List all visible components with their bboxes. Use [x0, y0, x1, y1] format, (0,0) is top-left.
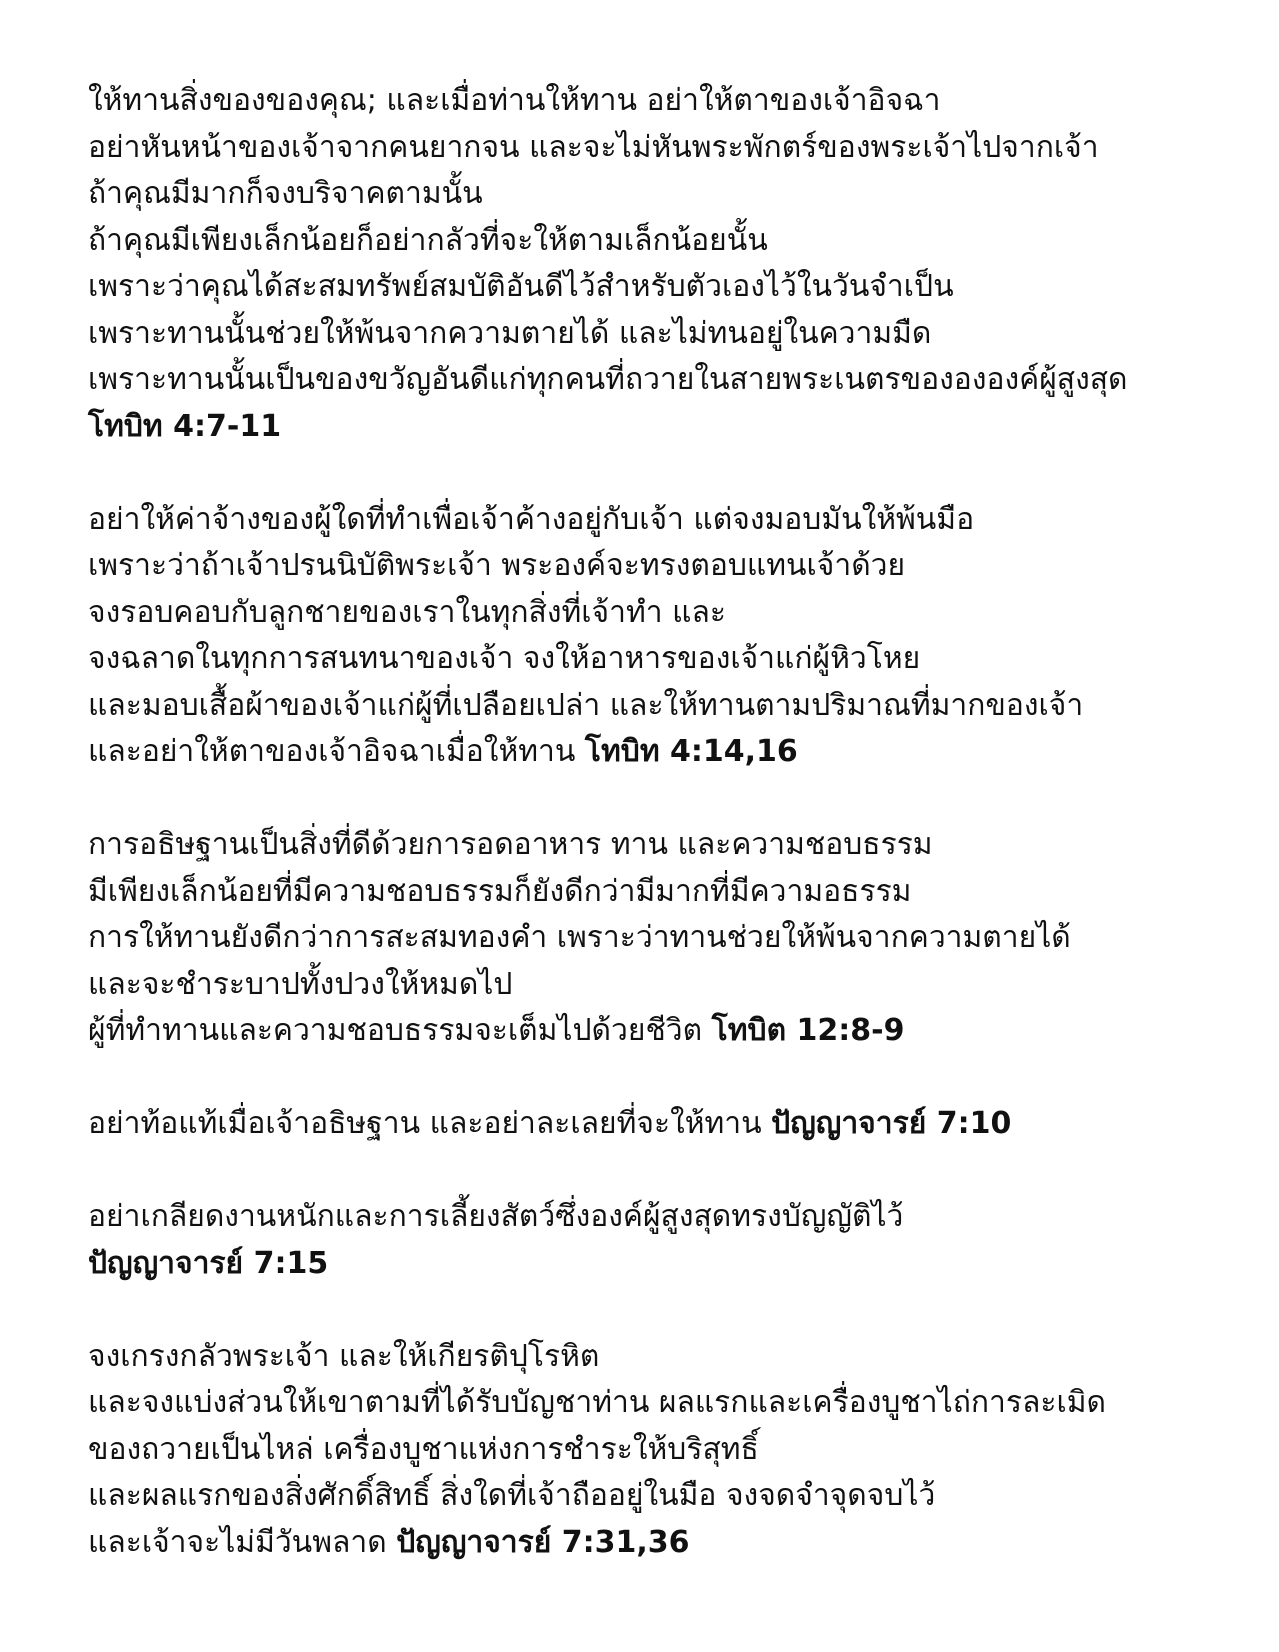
paragraph-gap [88, 776, 1248, 823]
text-line: เพราะว่าคุณได้สะสมทรัพย์สมบัติอันดีไว้สำหรับตัวเองไว้ในวันจำเป็น [88, 269, 954, 304]
text-line: การให้ทานยังดีกว่าการสะสมทองคำ เพราะว่าทานช่วยให้พ้นจากความตายได้ [88, 920, 1071, 955]
scripture-reference: โทบิต 12:8-9 [711, 1013, 905, 1048]
passage-tobit-4-14-16 [88, 497, 1248, 776]
document-body [88, 78, 1248, 1566]
paragraph-gap [88, 1055, 1248, 1102]
text-line: และมอบเสื้อผ้าของเจ้าแก่ผู้ที่เปลือยเปล่า และให้ทานตามปริมาณที่มากของเจ้า [88, 687, 1084, 723]
line-text: และเจ้าจะไม่มีวันพลาด [88, 1524, 397, 1560]
passage-ecclesiastes-7-10 [88, 1101, 1248, 1148]
text-line: มีเพียงเล็กน้อยที่มีความชอบธรรมก็ยังดีกว่ามีมากที่มีความอธรรม [88, 873, 912, 909]
scripture-reference: โทบิท 4:14,16 [584, 734, 798, 769]
text-line: และจงแบ่งส่วนให้เขาตามที่ได้รับบัญชาท่าน ผลแรกและเครื่องบูชาไถ่การละเมิด [88, 1385, 1107, 1420]
text-line: ของถวายเป็นไหล่ เครื่องบูชาแห่งการชำระให้บริสุทธิ์ [88, 1431, 759, 1467]
passage-ecclesiastes-7-15 [88, 1194, 1248, 1287]
text-line: จงเกรงกลัวพระเจ้า และให้เกียรติปุโรหิต [88, 1338, 600, 1374]
text-line: เพราะทานนั้นช่วยให้พ้นจากความตายได้ และไม่ทนอยู่ในความมืด [88, 315, 932, 351]
text-line: เพราะทานนั้นเป็นของขวัญอันดีแก่ทุกคนที่ถวายในสายพระเนตรของององค์ผู้สูงสุด [88, 362, 1128, 397]
text-line: ถ้าคุณมีเพียงเล็กน้อยก็อย่ากลัวที่จะให้ตามเล็กน้อยนั้น [88, 222, 768, 258]
text-line [88, 404, 1248, 451]
text-line: และผลแรกของสิ่งศักดิ์สิทธิ์ สิ่งใดที่เจ้าถืออยู่ในมือ จงจดจำจุดจบไว้ [88, 1478, 936, 1513]
line-text: ผู้ที่ทำทานและความชอบธรรมจะเต็มไปด้วยชีวิต [88, 1013, 712, 1048]
paragraph-gap [88, 450, 1248, 497]
text-line: จงรอบคอบกับลูกชายของเราในทุกสิ่งที่เจ้าทำ และ [88, 594, 726, 630]
scripture-reference: ปัญญาจารย์ 7:31,36 [396, 1524, 690, 1560]
text-line: อย่าให้ค่าจ้างของผู้ใดที่ทำเพื่อเจ้าค้างอยู่กับเจ้า แต่จงมอบมันให้พ้นมือ [88, 501, 975, 537]
text-line: ให้ทานสิ่งของของคุณ; และเมื่อท่านให้ทาน อย่าให้ตาของเจ้าอิจฉา [88, 83, 941, 118]
passage-tobit-4-7-11 [88, 78, 1248, 450]
text-line [88, 729, 1248, 776]
text-line: อย่าเกลียดงานหนักและการเลี้ยงสัตว์ซึ่งองค์ผู้สูงสุดทรงบัญญัติไว้ [88, 1199, 904, 1234]
text-line [88, 1101, 1248, 1148]
text-line: ถ้าคุณมีมากก็จงบริจาคตามนั้น [88, 176, 483, 211]
scripture-reference: ปัญญาจารย์ 7:10 [771, 1106, 1012, 1141]
passage-tobit-12-8-9 [88, 822, 1248, 1055]
paragraph-gap [88, 1148, 1248, 1195]
line-text: และอย่าให้ตาของเจ้าอิจฉาเมื่อให้ทาน [88, 734, 585, 769]
scripture-reference: โทบิท 4:7-11 [88, 408, 282, 444]
scripture-reference: ปัญญาจารย์ 7:15 [88, 1245, 329, 1281]
text-line [88, 1241, 1248, 1288]
text-line: และจะชำระบาปทั้งปวงให้หมดไป [88, 966, 513, 1002]
text-line: เพราะว่าถ้าเจ้าปรนนิบัติพระเจ้า พระองค์จะทรงตอบแทนเจ้าด้วย [88, 548, 906, 583]
text-line: อย่าหันหน้าของเจ้าจากคนยากจน และจะไม่หันพระพักตร์ของพระเจ้าไปจากเจ้า [88, 129, 1099, 165]
paragraph-gap [88, 1287, 1248, 1334]
text-line: จงฉลาดในทุกการสนทนาของเจ้า จงให้อาหารของเจ้าแก่ผู้หิวโหย [88, 641, 921, 676]
text-line [88, 1520, 1248, 1567]
text-line [88, 1008, 1248, 1055]
line-text: อย่าท้อแท้เมื่อเจ้าอธิษฐาน และอย่าละเลยที่จะให้ทาน [88, 1106, 772, 1141]
text-line: การอธิษฐานเป็นสิ่งที่ดีด้วยการอดอาหาร ทาน และความชอบธรรม [88, 827, 933, 862]
passage-ecclesiastes-7-31-36 [88, 1334, 1248, 1567]
